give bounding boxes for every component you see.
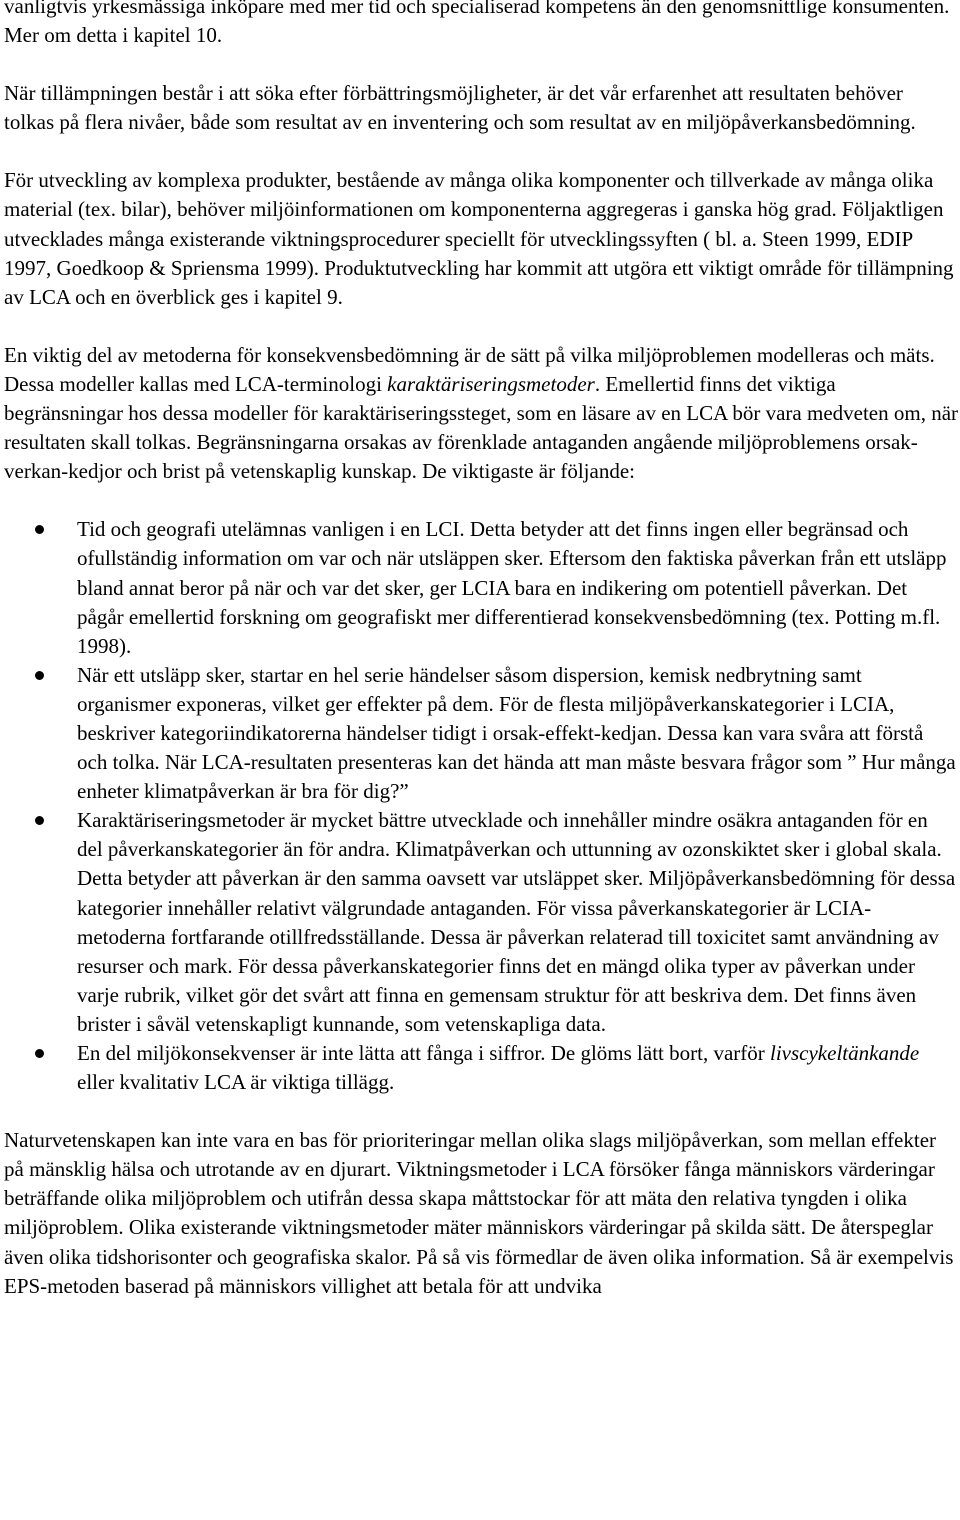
- bullet-list: [4, 515, 958, 1097]
- list-item-text: När ett utsläpp sker, startar en hel serie händelser såsom dispersion, kemisk nedbrytning samt organismer exponeras, vilket ger effekter på dem. För de flesta miljöpåverkanskategorier i LCIA, beskriver kategoriindikatorerna händelser tidigt i orsak-effekt-kedjan. Dessa kan vara svåra att förstå och tolka. När LCA-resultaten presenteras kan det hända att man måste besvara frågor som ” Hur många enheter klimatpåverkan är bra för dig?”: [77, 662, 956, 804]
- list-item-text: Tid och geografi utelämnas vanligen i en LCI. Detta betyder att det finns ingen eller begränsad och ofullständig information om var och när utsläppen sker. Eftersom den faktiska påverkan från ett utsläpp bland annat beror på när och var det sker, ger LCIA bara en indikering om potentiell påverkan. Det pågår emellertid forskning om geografiskt mer differentierad konsekvensbedömning (tex. Potting m.fl. 1998).: [77, 517, 947, 658]
- text-run: En viktig del av metoderna för konsekvensbedömning är de sätt på vilka miljöproblemen modelleras och mäts. Dessa modeller kallas med LCA-terminologi: [4, 342, 935, 396]
- text-run: En del miljökonsekvenser är inte lätta att fånga i siffror. De glöms lätt bort, varför: [77, 1041, 770, 1065]
- paragraph: vanligtvis yrkesmässiga inköpare med mer tid och specialiserad kompetens än den genomsnittlige konsumenten. Mer om detta i kapitel 10.: [4, 0, 950, 48]
- bullet-icon: [35, 671, 44, 680]
- list-item: [4, 1039, 958, 1097]
- bullet-icon: [35, 1049, 44, 1058]
- list-item-text: [77, 1041, 919, 1094]
- italic-term: karaktäriseringsmetoder: [387, 371, 595, 396]
- paragraph: [4, 341, 958, 486]
- bullet-icon: [35, 525, 44, 534]
- list-item: [4, 806, 958, 1039]
- list-item-text: Karaktäriseringsmetoder är mycket bättre utvecklade och innehåller mindre osäkra antaganden för en del påverkanskategorier än för andra. Klimatpåverkan och uttunning av ozonskiktet sker i global skala. Detta betyder att påverkan är den samma oavsett var utsläppet sker. Miljöpåverkansbedömning för dessa kategorier innehåller relativt välgrundade antaganden. För vissa påverkanskategorier är LCIA-metoderna fortfarande otillfredsställande. Dessa är påverkan relaterad till toxicitet samt användning av resurser och mark. För dessa påverkanskategorier finns det en mängd olika typer av påverkan under varje rubrik, vilket gör det svårt att finna en gemensam struktur för att beskriva dem. Det finns även brister i såväl vetenskapligt kunnande, som vetenskapliga data.: [77, 808, 956, 1036]
- paragraph: Naturvetenskapen kan inte vara en bas för prioriteringar mellan olika slags miljöpåverkan, som mellan effekter på mänsklig hälsa och utrotande av en djurart. Viktningsmetoder i LCA försöker fånga människors värderingar beträffande olika miljöproblem och utifrån dessa skapa måttstockar för att mäta den relativa tyngden i olika miljöproblem. Olika existerande viktningsmetoder mäter människors värderingar på skilda sätt. De återspeglar även olika tidshorisonter och geografiska skalor. På så vis förmedlar de även olika information. Så är exempelvis EPS-metoden baserad på människors villighet att betala för att undvika: [4, 1128, 954, 1298]
- list-item: [4, 661, 958, 806]
- paragraph: För utveckling av komplexa produkter, bestående av många olika komponenter och tillverkade av många olika material (tex. bilar), behöver miljöinformationen om komponenterna aggregeras i ganska hög grad. Följaktligen utvecklades många existerande viktningsprocedurer speciellt för utvecklingssyften ( bl. a. Steen 1999, EDIP 1997, Goedkoop & Spriensma 1999). Produktutveckling har kommit att utgöra ett viktigt område för tillämpning av LCA och en överblick ges i kapitel 9.: [4, 168, 954, 309]
- document-page: [4, 0, 958, 1301]
- text-run: . Emellertid finns det viktiga begränsningar hos dessa modeller för karaktäriseringssteget, som en läsare av en LCA bör vara medveten om, när resultaten skall tolkas. Begränsningarna orsakas av förenklade antaganden angående miljöproblemens orsak-verkan-kedjor och brist på vetenskaplig kunskap. De viktigaste är följande:: [4, 371, 959, 484]
- text-run: eller kvalitativ LCA är viktiga tillägg.: [77, 1070, 395, 1095]
- bullet-icon: [35, 816, 44, 825]
- paragraph: När tillämpningen består i att söka efter förbättringsmöjligheter, är det vår erfarenhet att resultaten behöver tolkas på flera nivåer, både som resultat av en inventering och som resultat av en miljöpåverkansbedömning.: [4, 81, 916, 135]
- italic-term: livscykeltänkande: [770, 1041, 920, 1065]
- list-item: [4, 515, 958, 660]
